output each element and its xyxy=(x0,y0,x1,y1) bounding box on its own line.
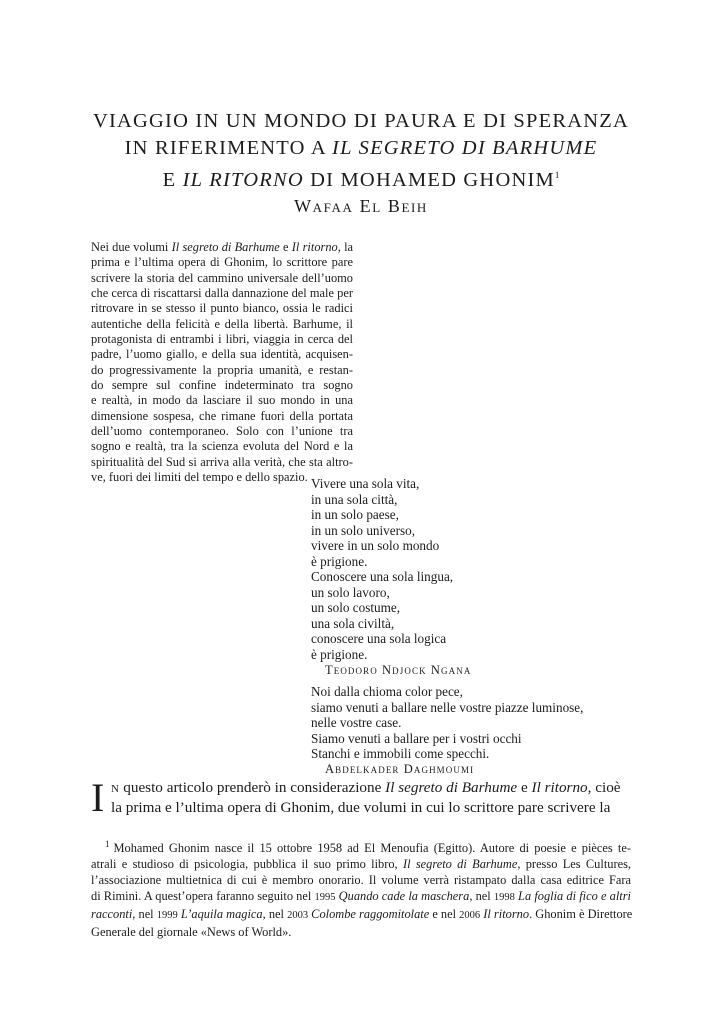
poem-2 xyxy=(311,684,583,762)
abstract-text: sogno e realtà, tra la scienza evoluta del Nord e la xyxy=(91,439,353,454)
drop-cap: I xyxy=(91,775,105,820)
abstract-line xyxy=(91,317,353,332)
footnote-book-title: Il ritorno xyxy=(480,907,530,922)
poem-2-attribution: Abdelkader Daghmoumi xyxy=(325,761,475,776)
abstract-book-title: Il ritorno xyxy=(291,240,338,254)
poem2-line: Stanchi e immobili come specchi. xyxy=(311,746,490,762)
abstract-text: , la xyxy=(337,240,354,254)
footnote-line-5 xyxy=(91,906,631,924)
abstract-book-title: Il segreto di Barhume xyxy=(171,240,280,254)
body-text: e xyxy=(517,779,532,796)
abstract-text: protagonista di entrambi i libri, viaggia in cerca del xyxy=(91,332,353,347)
footnote-book-title: La foglia di fico e altri xyxy=(514,889,631,904)
abstract-text: padre, l’uomo giallo, e della sua identità, acquisen- xyxy=(91,347,353,362)
footnote-text: , nel xyxy=(469,889,494,904)
abstract-line xyxy=(91,347,353,362)
body-paragraph xyxy=(91,775,631,820)
poem1-line: Conoscere una sola lingua, xyxy=(311,569,454,585)
poem1-line: un solo lavoro, xyxy=(311,584,390,600)
poem1-line: conoscere una sola logica xyxy=(311,631,447,647)
title-line-2 xyxy=(60,135,662,162)
footnote-book-title: racconti xyxy=(91,907,133,922)
abstract-line xyxy=(91,455,353,470)
poem1-line: è prigione. xyxy=(311,647,368,663)
title-book-2: IL RITORNO xyxy=(182,168,304,191)
abstract-text: do sempre sul confine indeterminato tra sogno xyxy=(91,378,353,393)
footnote-line-1 xyxy=(91,836,631,856)
abstract-text: e xyxy=(279,240,292,254)
abstract-text: ve, fuori dei limiti del tempo e dello spazio. xyxy=(91,470,308,485)
abstract-text: autentiche della felicità e della libertà. Barhume, il xyxy=(91,316,353,331)
footnote-text: , nel xyxy=(132,907,157,922)
footnote-year: 1998 xyxy=(493,892,515,904)
footnote-text: , presso Les Cultures, xyxy=(517,857,632,872)
abstract-text: dell’uomo contemporaneo. Solo con l’unione tra xyxy=(91,424,353,439)
abstract-line xyxy=(91,271,353,286)
footnote-book-title: L’aquila magica xyxy=(177,907,263,922)
footnote-line-2 xyxy=(91,856,631,872)
footnote-mark: 1 xyxy=(105,839,110,849)
poem-1-attribution: Teodoro Ndjock Ngana xyxy=(325,662,472,677)
title-book-1: IL SEGRETO DI BARHUME xyxy=(332,137,598,159)
footnote-book-title: Il segreto di Barhume xyxy=(402,857,518,872)
abstract-line xyxy=(91,393,353,408)
poem1-line: una sola civiltà, xyxy=(311,615,395,631)
body-book-title: Il ritorno xyxy=(531,779,588,796)
abstract xyxy=(91,240,353,486)
abstract-text: spiritualità del Sud si arriva alla verità, che sta altro- xyxy=(91,454,353,469)
footnote-text: . Ghonim è Direttore xyxy=(529,907,633,922)
poem1-line: vivere in un solo mondo xyxy=(311,538,440,554)
footnote-line-3: l’associazione multietnica di cui è membro onorario. Il volume verrà ristampato dalla casa editrice Fara xyxy=(91,873,631,888)
abstract-line xyxy=(91,378,353,393)
abstract-text: ritrovare in se stesso il punto bianco, ossia le radici xyxy=(91,301,353,316)
footnote-line-4 xyxy=(91,888,631,906)
poem2-line: nelle vostre case. xyxy=(311,715,402,731)
poem2-line: siamo venuti a ballare nelle vostre piazze luminose, xyxy=(311,699,584,715)
abstract-line xyxy=(91,240,353,255)
footnote xyxy=(91,836,631,940)
poem1-line: un solo costume, xyxy=(311,600,401,616)
footnote-reference[interactable]: 1 xyxy=(554,170,560,180)
footnote-text: e nel xyxy=(429,907,460,922)
abstract-text: dimensione sospesa, che rimane fuori della portata xyxy=(91,408,353,423)
epigraph xyxy=(311,476,583,777)
footnote-text: , nel xyxy=(262,907,288,922)
title-text: DI MOHAMED GHONIM xyxy=(303,168,555,191)
abstract-line xyxy=(91,332,353,347)
title-text: E xyxy=(162,168,183,191)
footnote-year: 1999 xyxy=(156,910,178,922)
abstract-line xyxy=(91,301,353,316)
abstract-text: do progressivamente la propria umanità, e restan- xyxy=(91,362,353,377)
footnote-book-title: Quando cade la maschera xyxy=(335,889,470,904)
abstract-text: Nei due volumi xyxy=(91,240,172,254)
footnote-text: di Rimini. A quest’opera faranno seguito nel xyxy=(91,889,315,904)
body-line-1 xyxy=(91,778,631,798)
abstract-text: che cerca di riscattarsi dalla dannazione del male per xyxy=(91,286,353,301)
poem2-line: Noi dalla chioma color pece, xyxy=(311,684,463,700)
footnote-text: atrali e studioso di psicologia, pubblica il suo primo libro, xyxy=(91,857,403,872)
abstract-line xyxy=(91,363,353,378)
abstract-line xyxy=(91,439,353,454)
body-text: questo articolo prenderò in considerazione xyxy=(119,779,386,796)
abstract-line xyxy=(91,255,353,270)
abstract-line xyxy=(91,409,353,424)
abstract-line xyxy=(91,286,353,301)
title-line-1: VIAGGIO IN UN MONDO DI PAURA E DI SPERANZA xyxy=(93,110,629,132)
footnote-year: 2003 xyxy=(287,910,309,922)
title-text: IN RIFERIMENTO A xyxy=(124,137,333,159)
footnote-year: 2006 xyxy=(459,910,481,922)
title-line-3 xyxy=(60,162,662,194)
footnote-book-title: Colombe raggomitolate xyxy=(308,907,430,922)
poem1-line: in un solo paese, xyxy=(311,507,399,523)
author-name: Wafaa El Beih xyxy=(294,196,428,216)
poem1-line: in una sola città, xyxy=(311,491,398,507)
footnote-year: 1995 xyxy=(314,892,336,904)
abstract-text: prima e l’ultima opera di Ghonim, lo scrittore pare xyxy=(91,255,353,270)
abstract-text: e realtà, in modo da lasciare il suo mondo in una xyxy=(91,393,353,408)
poem-1 xyxy=(311,476,583,663)
body-text: n xyxy=(111,779,120,796)
article-title xyxy=(60,108,662,194)
body-book-title: Il segreto di Barhume xyxy=(385,779,518,796)
body-text: , cioè xyxy=(587,779,621,796)
poem1-line: è prigione. xyxy=(311,553,368,569)
footnote-line-6: Generale del giornale «News of World». xyxy=(91,925,292,940)
poem2-line: Siamo venuti a ballare per i vostri occhi xyxy=(311,730,522,746)
abstract-text: scrivere la storia del cammino universale dell’uomo xyxy=(91,270,353,285)
poem1-line: Vivere una sola vita, xyxy=(311,476,420,491)
body-line-2: la prima e l’ultima opera di Ghonim, due volumi in cui lo scrittore pare scrivere la xyxy=(111,799,611,816)
poem1-line: in un solo universo, xyxy=(311,522,416,538)
footnote-text: Mohamed Ghonim nasce il 15 ottobre 1958 ad El Menoufia (Egitto). Autore di poesie e pièces te- xyxy=(113,841,631,856)
abstract-line xyxy=(91,424,353,439)
